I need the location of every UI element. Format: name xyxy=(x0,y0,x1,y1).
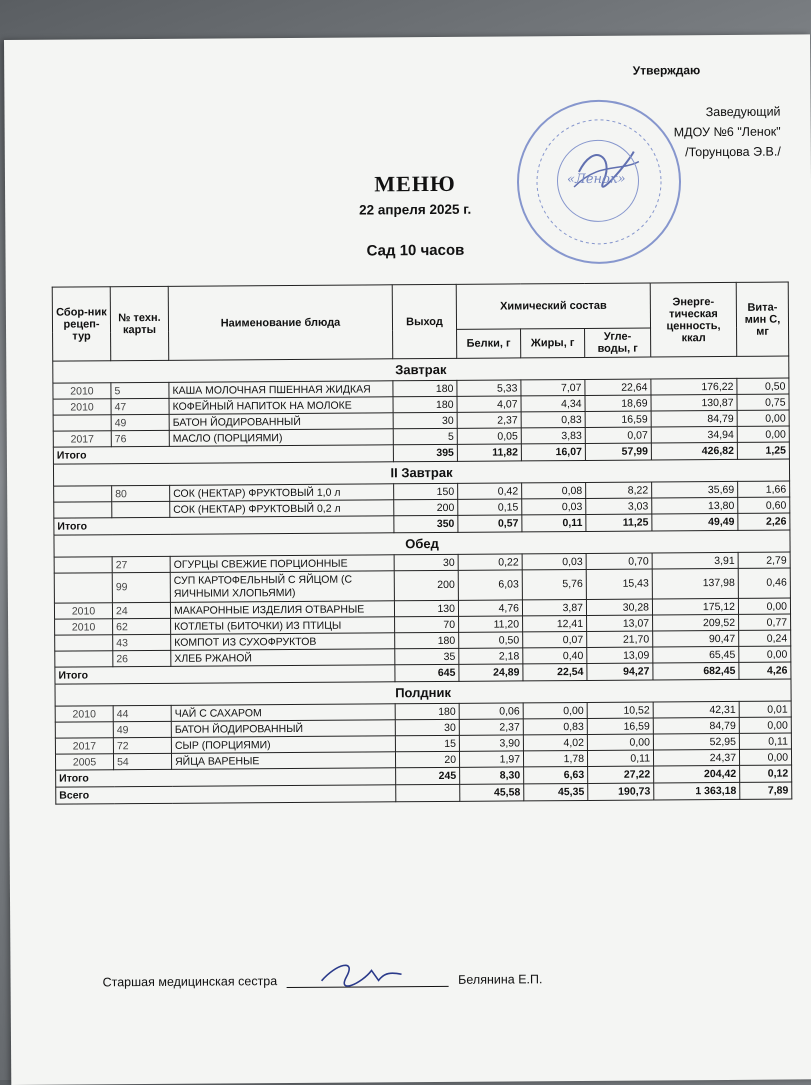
total-label: Итого xyxy=(55,665,395,684)
cell-yield: 30 xyxy=(395,719,459,735)
cell-card-no: 26 xyxy=(113,650,171,666)
cell-energy: 24,37 xyxy=(653,749,739,766)
grand-energy: 1 363,18 xyxy=(654,782,740,800)
cell-carbs: 30,28 xyxy=(586,599,652,615)
cell-dish: ХЛЕБ РЖАНОЙ xyxy=(171,649,395,667)
footer-name: Белянина Е.П. xyxy=(458,972,543,987)
col-collection: Сбор-ник рецеп-тур xyxy=(52,287,111,361)
cell-vitamin: 2,79 xyxy=(738,552,790,568)
total-label: Итого xyxy=(54,516,394,535)
col-vitamin: Вита-мин С, мг xyxy=(736,282,789,356)
cell-energy: 13,80 xyxy=(652,497,738,514)
menu-table xyxy=(52,282,793,805)
total-carbs: 94,27 xyxy=(587,663,653,680)
cell-dish: СЫР (ПОРЦИЯМИ) xyxy=(171,736,395,754)
cell-protein: 5,33 xyxy=(457,380,521,396)
cell-collection: 2005 xyxy=(55,754,113,770)
cell-fat: 0,03 xyxy=(522,553,586,569)
cell-carbs: 0,07 xyxy=(585,427,651,443)
cell-fat: 3,87 xyxy=(522,599,586,615)
cell-dish: КОФЕЙНЫЙ НАПИТОК НА МОЛОКЕ xyxy=(169,397,393,415)
cell-dish: ОГУРЦЫ СВЕЖИЕ ПОРЦИОННЫЕ xyxy=(170,555,394,573)
cell-yield: 200 xyxy=(394,570,458,600)
cell-yield: 130 xyxy=(394,600,458,616)
total-energy: 49,49 xyxy=(652,513,738,531)
cell-vitamin: 0,60 xyxy=(738,497,790,513)
cell-card-no: 80 xyxy=(112,485,170,501)
col-yield: Выход xyxy=(392,284,457,358)
cell-dish: КАША МОЛОЧНАЯ ПШЕННАЯ ЖИДКАЯ xyxy=(169,381,393,399)
grand-protein: 45,58 xyxy=(460,784,524,801)
approval-block xyxy=(674,102,781,163)
cell-vitamin: 0,46 xyxy=(738,568,790,598)
cell-protein: 0,05 xyxy=(457,428,521,444)
cell-collection: 2010 xyxy=(55,619,113,635)
cell-card-no: 24 xyxy=(112,602,170,618)
cell-fat: 0,40 xyxy=(523,647,587,663)
total-fat: 16,07 xyxy=(521,443,585,460)
total-vitamin: 0,12 xyxy=(740,765,792,782)
cell-vitamin: 0,75 xyxy=(737,394,789,410)
cell-protein: 11,20 xyxy=(459,616,523,632)
stamp-name: «Ленок» xyxy=(566,171,626,188)
cell-fat: 3,83 xyxy=(521,427,585,443)
total-protein: 11,82 xyxy=(457,444,521,461)
cell-carbs: 15,43 xyxy=(586,569,652,599)
cell-card-no: 76 xyxy=(111,430,169,446)
cell-dish: СОК (НЕКТАР) ФРУКТОВЫЙ 0,2 л xyxy=(170,500,394,518)
cell-carbs: 0,70 xyxy=(586,553,652,569)
cell-card-no: 99 xyxy=(112,572,170,602)
cell-protein: 0,15 xyxy=(458,499,522,515)
cell-energy: 130,87 xyxy=(651,394,737,411)
col-carbs: Угле-воды, г xyxy=(585,328,651,357)
cell-carbs: 13,07 xyxy=(587,615,653,631)
cell-yield: 30 xyxy=(393,412,457,428)
cell-protein: 1,97 xyxy=(459,751,523,767)
cell-dish: МАКАРОННЫЕ ИЗДЕЛИЯ ОТВАРНЫЕ xyxy=(170,601,394,619)
total-energy: 204,42 xyxy=(654,765,740,783)
cell-energy: 90,47 xyxy=(653,630,739,647)
organization-stamp xyxy=(516,99,681,264)
total-fat: 0,11 xyxy=(522,514,586,531)
cell-card-no: 43 xyxy=(113,634,171,650)
cell-collection xyxy=(55,635,113,651)
cell-protein: 0,42 xyxy=(458,483,522,499)
cell-vitamin: 0,50 xyxy=(737,378,789,394)
cell-yield: 70 xyxy=(395,616,459,632)
grand-yield xyxy=(396,784,460,801)
cell-protein: 4,07 xyxy=(457,396,521,412)
footer-signature xyxy=(103,971,543,989)
cell-carbs: 21,70 xyxy=(587,631,653,647)
cell-collection: 2017 xyxy=(55,738,113,754)
cell-energy: 42,31 xyxy=(653,701,739,718)
cell-card-no: 49 xyxy=(111,414,169,430)
cell-dish: ЯЙЦА ВАРЕНЫЕ xyxy=(171,752,395,770)
cell-yield: 30 xyxy=(394,554,458,570)
cell-collection xyxy=(54,557,112,573)
grand-carbs: 190,73 xyxy=(588,783,654,800)
cell-protein: 2,37 xyxy=(457,412,521,428)
total-yield: 645 xyxy=(395,664,459,681)
cell-protein: 3,90 xyxy=(459,735,523,751)
cell-fat: 12,41 xyxy=(523,615,587,631)
col-protein: Белки, г xyxy=(457,329,521,358)
cell-energy: 35,69 xyxy=(652,481,738,498)
cell-dish: МАСЛО (ПОРЦИЯМИ) xyxy=(169,429,393,447)
cell-protein: 0,06 xyxy=(459,703,523,719)
menu-subtitle: Сад 10 часов xyxy=(366,241,465,260)
cell-dish: КОТЛЕТЫ (БИТОЧКИ) ИЗ ПТИЦЫ xyxy=(171,617,395,635)
cell-energy: 137,98 xyxy=(652,568,738,599)
cell-carbs: 22,64 xyxy=(585,379,651,395)
total-protein: 24,89 xyxy=(459,664,523,681)
cell-card-no: 27 xyxy=(112,556,170,572)
cell-card-no: 72 xyxy=(113,737,171,753)
cell-card-no xyxy=(112,501,170,517)
cell-protein: 4,76 xyxy=(458,600,522,616)
section-title: Полдник xyxy=(55,679,791,706)
cell-dish: БАТОН ЙОДИРОВАННЫЙ xyxy=(169,413,393,431)
cell-carbs: 8,22 xyxy=(586,482,652,498)
cell-vitamin: 1,66 xyxy=(738,481,790,497)
cell-protein: 0,22 xyxy=(458,554,522,570)
cell-collection: 2010 xyxy=(53,399,111,415)
cell-carbs: 13,09 xyxy=(587,647,653,663)
cell-protein: 2,18 xyxy=(459,648,523,664)
cell-vitamin: 0,00 xyxy=(737,410,789,426)
cell-protein: 6,03 xyxy=(458,570,522,600)
cell-collection xyxy=(55,651,113,667)
total-label: Итого xyxy=(56,768,396,787)
cell-fat: 0,07 xyxy=(523,631,587,647)
menu-date: 22 апреля 2025 г. xyxy=(359,201,472,218)
cell-fat: 1,78 xyxy=(523,750,587,766)
total-yield: 395 xyxy=(393,444,457,461)
cell-energy: 84,79 xyxy=(651,410,737,427)
cell-fat: 7,07 xyxy=(521,379,585,395)
cell-dish: КОМПОТ ИЗ СУХОФРУКТОВ xyxy=(171,633,395,651)
total-vitamin: 2,26 xyxy=(738,513,790,530)
cell-carbs: 0,11 xyxy=(587,750,653,766)
total-carbs: 27,22 xyxy=(588,766,654,783)
cell-vitamin: 0,00 xyxy=(739,717,791,733)
cell-energy: 176,22 xyxy=(651,378,737,395)
section-title: II Завтрак xyxy=(53,459,789,486)
cell-card-no: 44 xyxy=(113,705,171,721)
cell-dish: СУП КАРТОФЕЛЬНЫЙ С ЯЙЦОМ (С ЯИЧНЫМИ ХЛОПЬЯМИ) xyxy=(170,571,394,603)
total-energy: 682,45 xyxy=(653,662,739,680)
cell-collection: 2010 xyxy=(54,603,112,619)
cell-energy: 65,45 xyxy=(653,646,739,663)
cell-collection xyxy=(54,502,112,518)
cell-vitamin: 0,00 xyxy=(739,749,791,765)
cell-card-no: 54 xyxy=(113,753,171,769)
total-carbs: 11,25 xyxy=(586,514,652,531)
cell-collection xyxy=(53,415,111,431)
cell-protein: 0,50 xyxy=(459,632,523,648)
cell-card-no: 49 xyxy=(113,721,171,737)
total-yield: 350 xyxy=(394,515,458,532)
grand-vitamin: 7,89 xyxy=(740,782,792,799)
footer-role: Старшая медицинская сестра xyxy=(102,974,278,990)
cell-dish: ЧАЙ С САХАРОМ xyxy=(171,704,395,722)
cell-collection: 2017 xyxy=(53,431,111,447)
col-energy: Энерге-тическая ценность, ккал xyxy=(650,282,737,357)
total-fat: 22,54 xyxy=(523,663,587,680)
cell-fat: 5,76 xyxy=(522,569,586,599)
cell-vitamin: 0,01 xyxy=(739,701,791,717)
total-yield: 245 xyxy=(396,767,460,784)
cell-carbs: 3,03 xyxy=(586,498,652,514)
cell-yield: 15 xyxy=(395,735,459,751)
cell-dish: БАТОН ЙОДИРОВАННЫЙ xyxy=(171,720,395,738)
signature-line xyxy=(287,972,449,988)
cell-energy: 209,52 xyxy=(653,614,739,631)
col-dish: Наименование блюда xyxy=(168,285,393,361)
cell-collection xyxy=(55,722,113,738)
cell-energy: 175,12 xyxy=(652,598,738,615)
cell-yield: 150 xyxy=(394,483,458,499)
cell-collection: 2010 xyxy=(55,706,113,722)
cell-yield: 35 xyxy=(395,648,459,664)
cell-yield: 180 xyxy=(393,380,457,396)
total-vitamin: 4,26 xyxy=(739,662,791,679)
cell-energy: 84,79 xyxy=(653,717,739,734)
cell-collection: 2010 xyxy=(53,383,111,399)
cell-fat: 0,00 xyxy=(523,702,587,718)
cell-yield: 20 xyxy=(395,751,459,767)
cell-carbs: 0,00 xyxy=(587,734,653,750)
cell-yield: 200 xyxy=(394,499,458,515)
head-position: Заведующий xyxy=(705,104,781,120)
menu-document xyxy=(4,34,811,1085)
cell-carbs: 10,52 xyxy=(587,702,653,718)
head-org: МДОУ №6 "Ленок" xyxy=(673,124,781,140)
page-title: МЕНЮ xyxy=(374,170,456,197)
menu-table-body xyxy=(53,356,792,804)
cell-yield: 5 xyxy=(393,428,457,444)
cell-yield: 180 xyxy=(395,703,459,719)
cell-vitamin: 0,00 xyxy=(739,646,791,662)
cell-fat: 4,02 xyxy=(523,734,587,750)
cell-energy: 3,91 xyxy=(652,552,738,569)
grand-total-label: Всего xyxy=(56,785,396,804)
cell-fat: 0,03 xyxy=(522,498,586,514)
cell-fat: 0,83 xyxy=(521,411,585,427)
cell-fat: 0,08 xyxy=(522,482,586,498)
cell-carbs: 16,59 xyxy=(585,411,651,427)
cell-energy: 34,94 xyxy=(651,426,737,443)
total-protein: 0,57 xyxy=(458,515,522,532)
cell-vitamin: 0,00 xyxy=(738,598,790,614)
cell-collection xyxy=(54,486,112,502)
cell-fat: 4,34 xyxy=(521,395,585,411)
section-title: Завтрак xyxy=(53,356,789,383)
signature-image xyxy=(317,958,407,989)
cell-yield: 180 xyxy=(395,632,459,648)
cell-fat: 0,83 xyxy=(523,718,587,734)
col-fat: Жиры, г xyxy=(521,328,585,357)
cell-card-no: 62 xyxy=(113,618,171,634)
total-energy: 426,82 xyxy=(651,442,737,460)
cell-vitamin: 0,77 xyxy=(739,614,791,630)
cell-card-no: 5 xyxy=(111,382,169,398)
total-carbs: 57,99 xyxy=(585,443,651,460)
col-card-no: № техн. карты xyxy=(110,286,169,360)
total-label: Итого xyxy=(53,445,393,464)
cell-vitamin: 0,11 xyxy=(739,733,791,749)
section-title: Обед xyxy=(54,530,790,557)
cell-card-no: 47 xyxy=(111,398,169,414)
cell-carbs: 16,59 xyxy=(587,718,653,734)
cell-collection xyxy=(54,573,112,603)
cell-protein: 2,37 xyxy=(459,719,523,735)
cell-energy: 52,95 xyxy=(653,733,739,750)
head-person: /Торунцова Э.В./ xyxy=(685,144,781,160)
cell-carbs: 18,69 xyxy=(585,395,651,411)
approve-label: Утверждаю xyxy=(632,63,701,78)
total-vitamin: 1,25 xyxy=(737,442,789,459)
cell-dish: СОК (НЕКТАР) ФРУКТОВЫЙ 1,0 л xyxy=(170,484,394,502)
total-protein: 8,30 xyxy=(460,767,524,784)
col-chem: Химический состав xyxy=(456,283,650,329)
cell-vitamin: 0,00 xyxy=(737,426,789,442)
cell-vitamin: 0,24 xyxy=(739,630,791,646)
cell-yield: 180 xyxy=(393,396,457,412)
grand-fat: 45,35 xyxy=(524,783,588,800)
total-fat: 6,63 xyxy=(524,766,588,783)
